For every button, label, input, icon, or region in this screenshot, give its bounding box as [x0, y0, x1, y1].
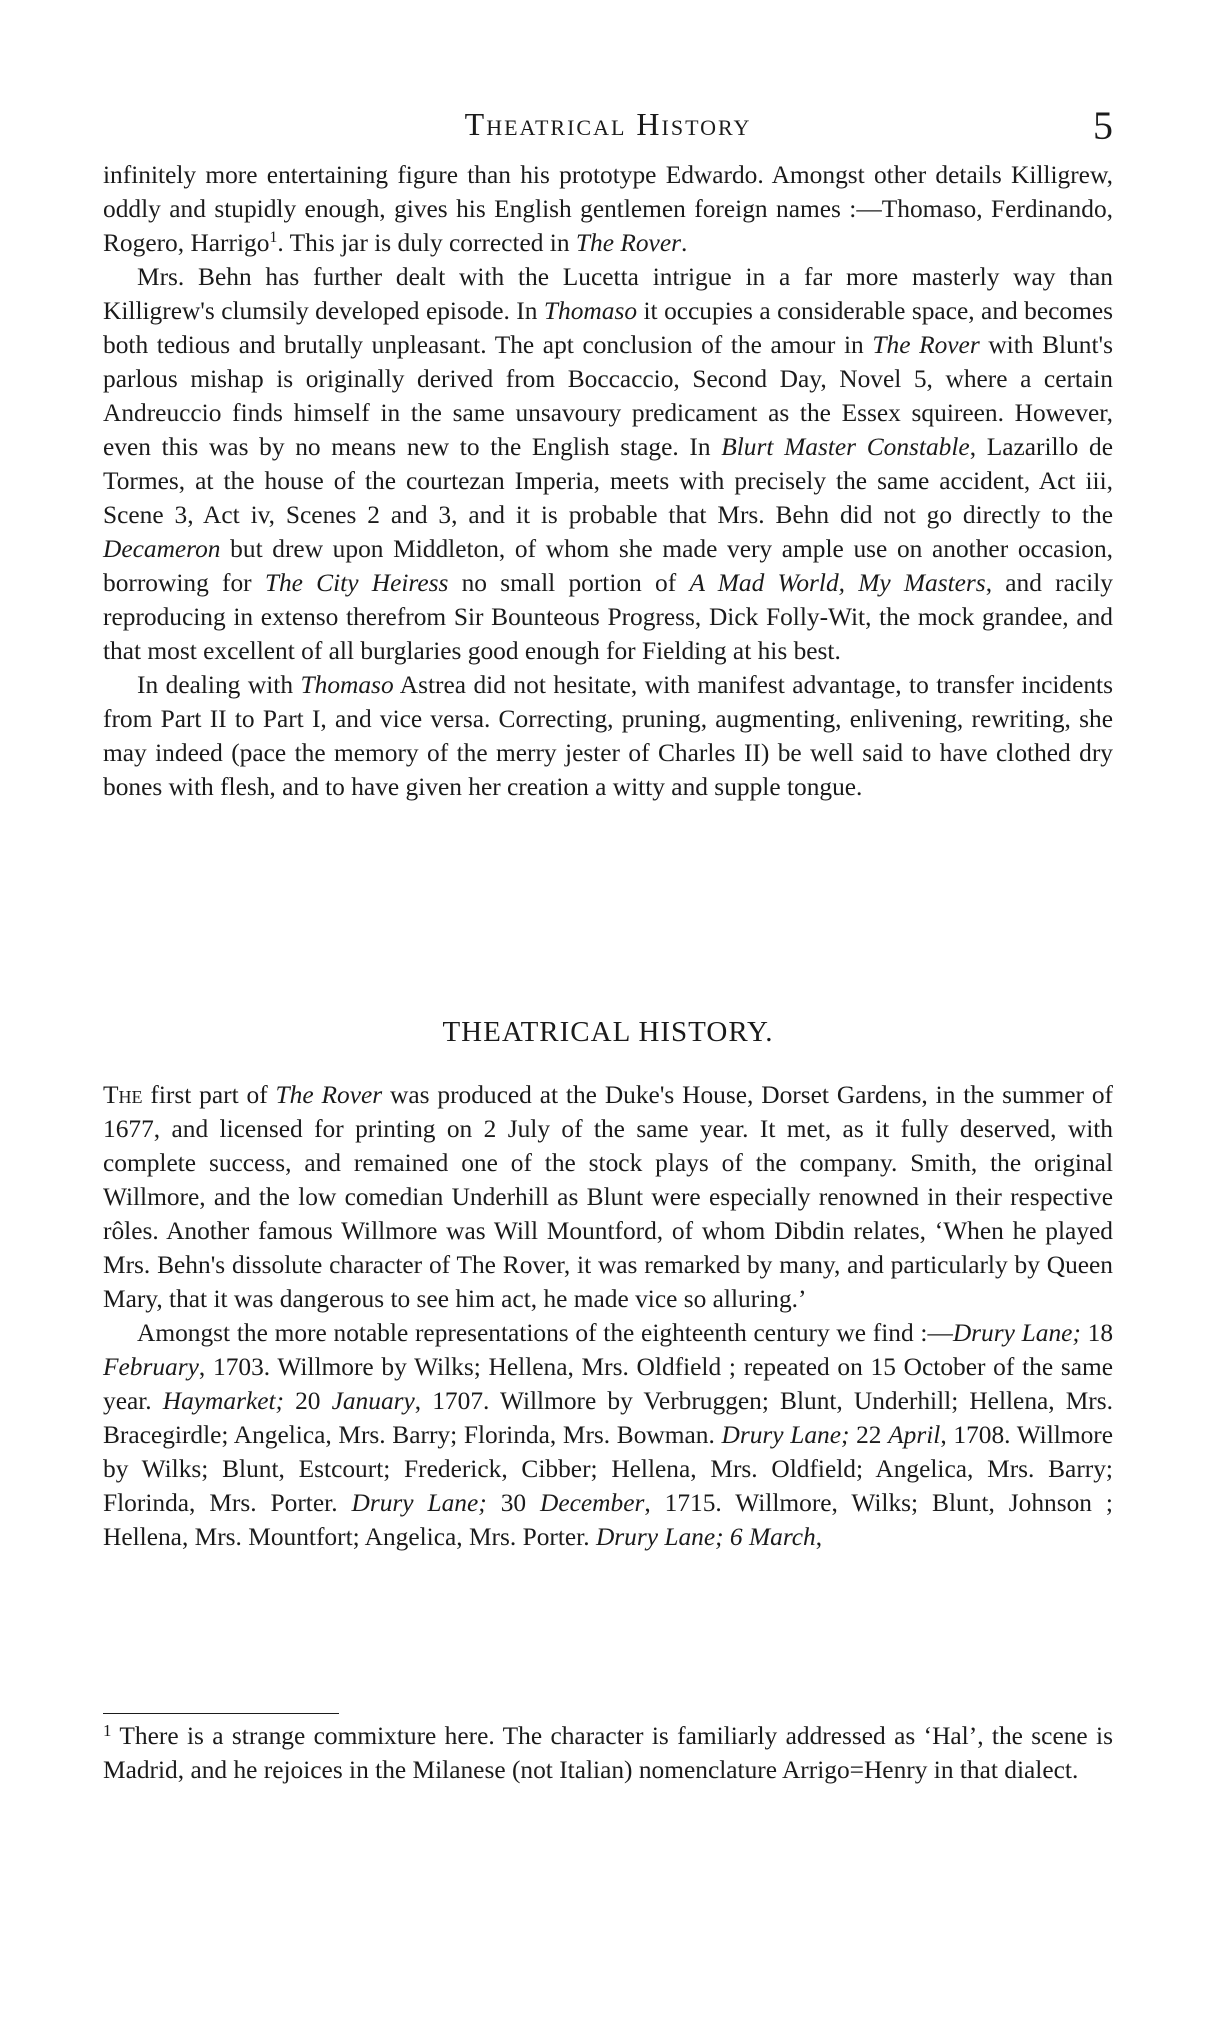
paragraph: The first part of The Rover was produced at the Duke's House, Dorset Gardens, in the summer of 1677, and licensed for printing on 2 July of the same year. It met, as it fully deserved, with complete success, and remained one of the stock plays of the company. Smith, the original Willmore, and the low comedian Underhill as Blunt were especially renowned in their respective rôles. Another famous Willmore was Will Mountford, of whom Dibdin relates, ‘When he played Mrs. Behn's dissolute character of The Rover, it was remarked by many, and particularly by Queen Mary, that it was dangerous to see him act, he made vice so alluring.’ [103, 1081, 1113, 1313]
lead-word: The [103, 1081, 143, 1109]
paragraph: Amongst the more notable representations of the eighteenth century we find :—Drury Lane; 18 February, 1703. Willmore by Wilks; Hellena, Mrs. Oldfield ; repeated on 15 October of the same year. Haymarket; 20 January, 1707. Willmore by Verbruggen; Blunt, Underhill; Hellena, Mrs. Bracegirdle; Angelica, Mrs. Barry; Florinda, Mrs. Bowman. Drury Lane; 22 April, 1708. Willmore by Wilks; Blunt, Estcourt; Frederick, Cibber; Hellena, Mrs. Oldfield; Angelica, Mrs. Barry; Florinda, Mrs. Porter. Drury Lane; 30 December, 1715. Willmore, Wilks; Blunt, Johnson ; Hellena, Mrs. Mountfort; Angelica, Mrs. Porter. Drury Lane; 6 March, [103, 1319, 1114, 1551]
footnote-paragraph [103, 1719, 1113, 1787]
running-head [103, 100, 1113, 148]
paragraph: infinitely more entertaining figure than his prototype Edwardo. Amongst other details Killigrew, oddly and stupidly enough, gives his English gentlemen foreign names :—Thomaso, Ferdinando, Rogero, Harrigo$^1$. This jar is duly corrected in The Rover. [103, 161, 1113, 257]
section-heading: THEATRICAL HISTORY. [442, 1016, 774, 1048]
paragraph: Mrs. Behn has further dealt with the Lucetta intrigue in a far more masterly way than Killigrew's clumsily developed episode. In Thomaso it occupies a considerable space, and becomes both tedious and brutally unpleasant. The apt conclusion of the amour in The Rover with Blunt's parlous mishap is originally derived from Boccaccio, Second Day, Novel 5, where a certain Andreuccio finds himself in the same unsavoury predicament as the Essex squireen. However, even this was by no means new to the English stage. In Blurt Master Constable, Lazarillo de Tormes, at the house of the courtezan Imperia, meets with precisely the same accident, Act iii, Scene 3, Act iv, Scenes 2 and 3, and it is probable that Mrs. Behn did not go directly to the Decameron but drew upon Middleton, of whom she made very ample use on another occasion, borrowing for The City Heiress no small portion of A Mad World, My Masters, and racily reproducing in extenso therefrom Sir Bounteous Progress, Dick Folly-Wit, the mock grandee, and that most excellent of all burglaries good enough for Fielding at his best. [103, 263, 1114, 665]
running-title: Theatrical History [464, 106, 752, 142]
section-body [103, 1078, 1113, 1554]
footnote-reference: 1 [269, 229, 278, 246]
footnote-divider [103, 1713, 339, 1714]
footnote [103, 1719, 1113, 1787]
footnote-text: There is a strange commixture here. The character is familiarly addressed as ‘Hal’, the scene is Madrid, and he rejoices in the Milanese (not Italian) nomenclature Arrigo=Henry in that dialect. [103, 1722, 1113, 1784]
body-text-continued [103, 158, 1113, 804]
page-number: 5 [1093, 103, 1113, 148]
footnote-mark: 1 [103, 1721, 112, 1740]
paragraph: In dealing with Thomaso Astrea did not hesitate, with manifest advantage, to transfer incidents from Part II to Part I, and vice versa. Correcting, pruning, augmenting, enlivening, rewriting, she may indeed (pace the memory of the merry jester of Charles II) be well said to have clothed dry bones with flesh, and to have given her creation a witty and supple tongue. [103, 671, 1113, 801]
